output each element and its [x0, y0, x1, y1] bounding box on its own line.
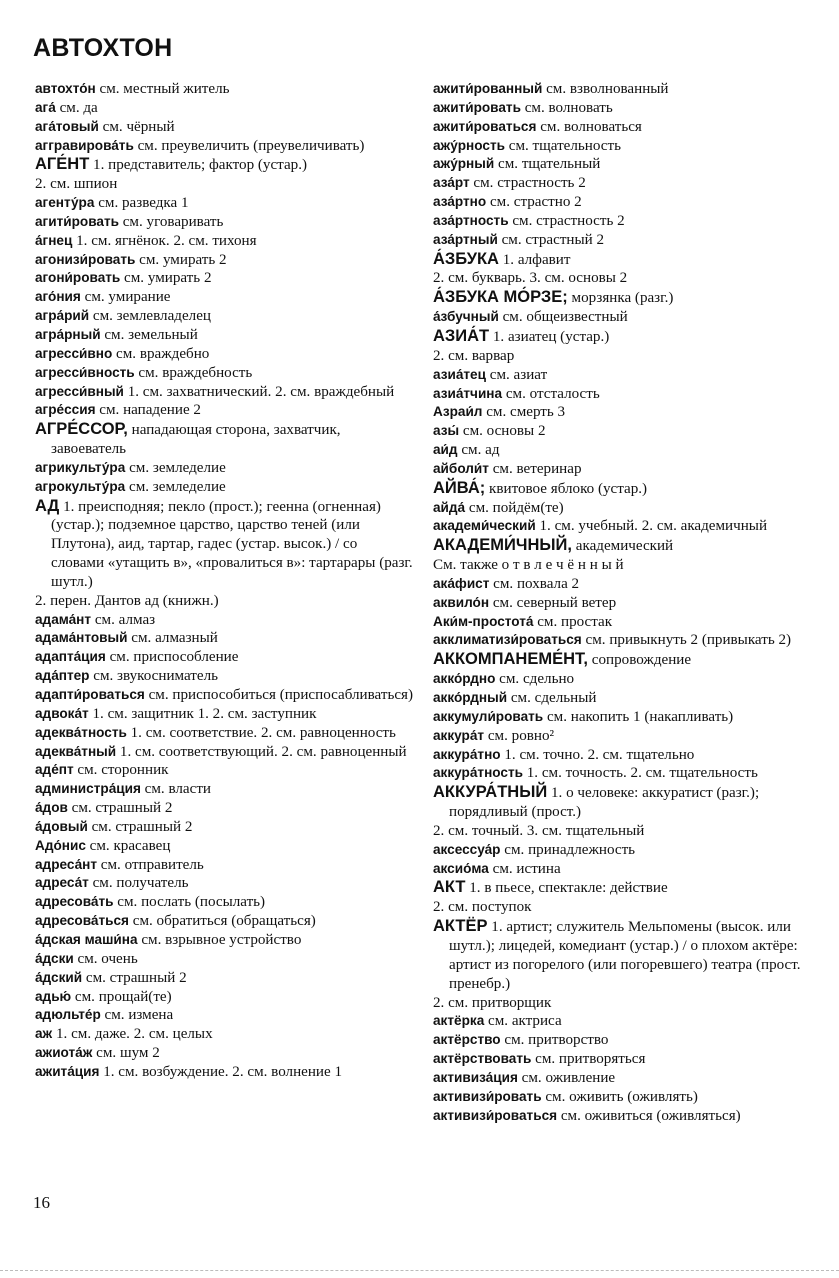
headword: агресси́вно — [35, 345, 113, 361]
entry-definition: см. оживить (оживлять) — [541, 1088, 698, 1105]
entry-definition: см. оживление — [517, 1069, 616, 1086]
entry-definition: см. шум 2 — [92, 1045, 160, 1062]
dictionary-entry — [33, 345, 413, 364]
dictionary-entry — [33, 874, 413, 893]
headword: АКТ — [433, 878, 466, 897]
entry-definition: нападающая сторона, захватчик, завоеватель — [51, 422, 341, 458]
dictionary-entry — [33, 912, 413, 931]
dictionary-entry — [33, 194, 413, 213]
entry-definition: см. звукосниматель — [89, 668, 218, 685]
headword: азиа́тчина — [433, 385, 503, 401]
headword: А́ЗБУКА МО́РЗЕ; — [433, 288, 568, 307]
entry-definition: 1. алфавит — [498, 251, 571, 268]
headword: АКТЁР — [433, 917, 488, 936]
headword: агити́ровать — [35, 213, 119, 229]
dictionary-entry — [33, 383, 413, 402]
dictionary-entry — [33, 780, 413, 799]
dictionary-entry — [431, 556, 811, 575]
headword: АККОМПАНЕМЕ́НТ, — [433, 650, 589, 669]
dictionary-entry — [431, 575, 811, 594]
dictionary-entry — [33, 931, 413, 950]
entry-definition: см. привыкнуть 2 (привыкать 2) — [581, 632, 792, 649]
headword: аккумули́ровать — [433, 708, 544, 724]
headword: аквило́н — [433, 594, 490, 610]
dictionary-entry — [431, 327, 811, 347]
headword: агресси́вность — [35, 364, 135, 380]
headword: аккура́тно — [433, 746, 501, 762]
headword: агресси́вный — [35, 383, 124, 399]
headword: ажу́рный — [433, 156, 495, 172]
entry-definition: 2. перен. Дантов ад (книжн.) — [35, 592, 219, 609]
headword: аде́пт — [35, 762, 74, 778]
dictionary-entry — [33, 459, 413, 478]
entry-definition: см. отправитель — [97, 856, 204, 873]
headword: ажити́ровать — [433, 99, 521, 115]
entry-definition: 1. в пьесе, спектакле: действие — [465, 880, 668, 897]
dictionary-entry — [33, 1006, 413, 1025]
entry-definition: см. приспособление — [105, 649, 239, 666]
entry-definition: см. взволнованный — [542, 81, 669, 97]
entry-definition: см. приспособиться (приспосабливаться) — [144, 687, 414, 703]
entry-definition: см. да — [55, 99, 98, 116]
dictionary-entry — [431, 631, 811, 650]
headword: адресова́ть — [35, 894, 114, 910]
entry-definition: см. земледелие — [125, 459, 226, 476]
headword: аж — [35, 1026, 53, 1042]
headword: АЙВА́; — [433, 478, 486, 497]
dictionary-entry — [33, 175, 413, 194]
entry-definition: 2. см. варвар — [433, 347, 515, 364]
dictionary-entry — [431, 1069, 811, 1088]
entry-definition: см. северный ветер — [489, 594, 617, 611]
dictionary-entry — [33, 1025, 413, 1044]
headword: а́довый — [35, 818, 88, 834]
right-column — [431, 80, 811, 1125]
dictionary-entry — [33, 269, 413, 288]
dictionary-entry — [431, 441, 811, 460]
headword: ажу́рность — [433, 137, 505, 153]
entry-definition: 1. см. ягнёнок. 2. см. тихоня — [72, 232, 257, 249]
entry-definition: 1. см. точно. 2. см. тщательно — [500, 746, 695, 763]
dictionary-entry — [33, 629, 413, 648]
headword: активизи́ровать — [433, 1088, 542, 1104]
entry-definition: см. очень — [73, 950, 138, 967]
entry-definition: см. истина — [488, 860, 561, 877]
entry-definition: см. страстный 2 — [497, 231, 605, 248]
entry-definition: см. страстность 2 — [508, 212, 625, 229]
dictionary-entry — [431, 746, 811, 765]
entry-definition: см. страстность 2 — [469, 175, 586, 192]
dictionary-entry — [33, 326, 413, 345]
headword: аи́д — [433, 442, 458, 458]
left-column — [33, 80, 413, 1082]
entry-definition: см. накопить 1 (накапливать) — [543, 708, 734, 725]
dictionary-entry — [431, 708, 811, 727]
headword: АГРЕ́ССОР, — [35, 420, 128, 439]
dictionary-entry — [431, 917, 811, 993]
bottom-divider — [0, 1270, 839, 1272]
dictionary-entry — [431, 613, 811, 632]
dictionary-entry — [431, 80, 811, 99]
dictionary-entry — [33, 99, 413, 118]
entry-definition: см. нападение 2 — [95, 402, 201, 419]
headword: адеква́тный — [35, 743, 117, 759]
entry-definition: см. похвала 2 — [489, 575, 580, 592]
entry-definition: сопровождение — [588, 652, 692, 669]
entry-definition: см. обратиться (обращаться) — [128, 913, 316, 930]
headword: а́дски — [35, 950, 74, 966]
dictionary-entry — [33, 478, 413, 497]
headword: адапти́роваться — [35, 687, 145, 702]
dictionary-entry — [431, 517, 811, 536]
entry-definition: см. тщательный — [494, 156, 601, 173]
dictionary-entry — [33, 420, 413, 459]
entry-definition: см. чёрный — [98, 118, 175, 135]
dictionary-entry — [431, 174, 811, 193]
dictionary-entry — [33, 611, 413, 630]
entry-definition: см. ветеринар — [488, 460, 582, 477]
dictionary-entry — [431, 898, 811, 917]
dictionary-entry — [33, 988, 413, 1007]
entry-definition: см. основы 2 — [459, 423, 546, 440]
headword: азиа́тец — [433, 366, 486, 382]
dictionary-entry — [431, 841, 811, 860]
dictionary-entry — [33, 667, 413, 686]
entry-definition: см. умирать 2 — [120, 270, 212, 287]
headword: агенту́ра — [35, 195, 95, 211]
headword: агонизи́ровать — [35, 251, 136, 267]
dictionary-entry — [33, 743, 413, 762]
dictionary-entry — [33, 686, 413, 705]
headword: адеква́тность — [35, 724, 127, 740]
entry-definition: 1. см. точность. 2. см. тщательность — [522, 765, 758, 782]
entry-definition: см. страшный 2 — [82, 969, 187, 986]
dictionary-entry — [33, 155, 413, 175]
entry-definition: см. оживиться (оживляться) — [557, 1107, 741, 1124]
entry-definition: см. красавец — [85, 837, 171, 854]
headword: ака́фист — [433, 575, 490, 591]
entry-definition: см. умирать 2 — [135, 251, 227, 268]
entry-definition: 1. см. возбуждение. 2. см. волнение 1 — [99, 1063, 343, 1080]
entry-definition: 1. артист; служитель Мельпомены (высок. или шутл.); лицедей, комедиант (устар.) / о плохом актёре: артист из погорелого (или погоревшего) театра (прост. пренебр.) — [449, 919, 801, 992]
entry-definition: см. взрывное устройство — [137, 931, 302, 948]
headword: администра́ция — [35, 781, 141, 797]
dictionary-entry — [431, 536, 811, 556]
entry-definition: см. притворство — [500, 1032, 609, 1049]
entry-definition: см. враждебность — [134, 364, 253, 381]
headword: адама́нт — [35, 611, 92, 627]
running-head: АВТОХТОН — [33, 34, 173, 62]
headword: адреса́нт — [35, 856, 98, 872]
headword: адама́нтовый — [35, 630, 128, 646]
headword: айда́ — [433, 499, 466, 515]
headword: академи́ческий — [433, 518, 536, 534]
entry-definition: академический — [572, 538, 674, 555]
dictionary-entry — [33, 818, 413, 837]
dictionary-entry — [33, 288, 413, 307]
entry-definition: см. актриса — [484, 1013, 562, 1030]
dictionary-entry — [431, 499, 811, 518]
entry-definition: 1. см. даже. 2. см. целых — [52, 1026, 213, 1043]
entry-definition: 1. см. захватнический. 2. см. враждебный — [123, 383, 395, 400]
entry-definition: см. принадлежность — [500, 841, 636, 858]
entry-definition: 1. см. соответствующий. 2. см. равноценный — [116, 743, 407, 760]
entry-definition: см. простак — [533, 613, 613, 630]
entry-definition: 1. см. учебный. 2. см. академичный — [535, 518, 768, 535]
dictionary-entry — [431, 479, 811, 499]
entry-definition: см. измена — [100, 1007, 174, 1024]
headword: а́збучный — [433, 309, 499, 325]
headword: а́дская маши́на — [35, 931, 138, 947]
entry-definition: см. землевладелец — [89, 308, 211, 325]
dictionary-entry — [431, 1088, 811, 1107]
headword: адвока́т — [35, 705, 89, 721]
dictionary-entry — [431, 118, 811, 137]
headword: аго́ния — [35, 289, 81, 305]
headword: аггравирова́ть — [35, 137, 134, 153]
dictionary-entry — [431, 269, 811, 288]
headword: агрикульту́ра — [35, 459, 126, 475]
headword: а́дский — [35, 969, 83, 985]
entry-definition: см. уговаривать — [118, 213, 224, 230]
headword: аккура́тность — [433, 765, 523, 781]
entry-definition: см. страстно 2 — [486, 194, 582, 211]
entry-definition: квитовое яблоко (устар.) — [485, 480, 648, 497]
entry-definition: см. послать (посылать) — [113, 894, 266, 911]
headword: ажити́роваться — [433, 118, 537, 134]
entry-definition: см. притворяться — [531, 1051, 646, 1068]
dictionary-entry — [33, 307, 413, 326]
dictionary-entry — [431, 250, 811, 270]
headword: адью́ — [35, 988, 72, 1004]
headword: аксессуа́р — [433, 841, 501, 857]
entry-definition: см. сдельно — [495, 671, 575, 688]
dictionary-entry — [33, 705, 413, 724]
headword: аза́ртно — [433, 194, 487, 210]
headword: адапта́ция — [35, 649, 106, 665]
headword: АД — [35, 496, 60, 515]
dictionary-entry — [33, 232, 413, 251]
entry-definition: см. смерть 3 — [482, 404, 566, 421]
headword: автохто́н — [35, 81, 96, 96]
dictionary-entry — [33, 648, 413, 667]
dictionary-entry — [431, 366, 811, 385]
dictionary-entry — [431, 822, 811, 841]
entry-definition: морзянка (разг.) — [567, 290, 674, 307]
headword: ажиота́ж — [35, 1045, 93, 1061]
headword: Адо́нис — [35, 837, 86, 853]
dictionary-entry — [33, 364, 413, 383]
dictionary-entry — [33, 969, 413, 988]
entry-definition: см. получатель — [88, 875, 189, 892]
entry-definition: см. преувеличить (преувеличивать) — [133, 137, 365, 154]
entry-definition: 1. см. соответствие. 2. см. равноценность — [126, 724, 396, 741]
dictionary-entry — [431, 193, 811, 212]
headword: актёрствовать — [433, 1051, 532, 1067]
entry-definition: см. разведка 1 — [94, 195, 189, 212]
dictionary-entry — [431, 1107, 811, 1126]
headword: ага́ — [35, 99, 56, 115]
dictionary-entry — [33, 497, 413, 592]
entry-definition: см. умирание — [80, 289, 171, 306]
headword: актёрка — [433, 1013, 485, 1029]
entry-definition: см. алмазный — [127, 630, 218, 647]
headword: агре́ссия — [35, 402, 96, 418]
dictionary-entry — [431, 1012, 811, 1031]
headword: акко́рдно — [433, 671, 496, 687]
dictionary-entry — [431, 727, 811, 746]
headword: Аки́м-простота́ — [433, 613, 534, 629]
page-number: 16 — [33, 1193, 50, 1212]
entry-definition: см. сдельный — [507, 690, 597, 706]
dictionary-entry — [431, 689, 811, 708]
entry-definition: см. власти — [140, 781, 212, 798]
entry-definition: 2. см. поступок — [433, 899, 532, 916]
headword: айболи́т — [433, 460, 489, 476]
dictionary-entry — [33, 1044, 413, 1063]
entry-definition: см. алмаз — [91, 611, 156, 628]
headword: актёрство — [433, 1032, 501, 1048]
dictionary-entry — [33, 401, 413, 420]
dictionary-entry — [431, 99, 811, 118]
dictionary-entry — [33, 893, 413, 912]
headword: аксио́ма — [433, 860, 489, 876]
dictionary-entry — [33, 761, 413, 780]
dictionary-entry — [33, 137, 413, 156]
entry-definition: см. ад — [457, 442, 500, 459]
headword: АККУРА́ТНЫЙ — [433, 783, 548, 802]
entry-definition: см. сторонник — [73, 762, 169, 779]
entry-definition: см. волновать — [520, 99, 613, 116]
dictionary-entry — [431, 403, 811, 422]
headword: адюльте́р — [35, 1007, 101, 1023]
entry-definition: 1. о человеке: аккуратист (разг.); порядливый (прост.) — [449, 785, 760, 821]
entry-definition: см. волноваться — [536, 118, 642, 135]
entry-definition: см. земельный — [100, 326, 198, 343]
headword: ага́товый — [35, 118, 99, 134]
dictionary-entry — [431, 347, 811, 366]
entry-definition: см. страшный 2 — [67, 800, 173, 817]
headword: адресова́ться — [35, 913, 129, 929]
headword: агра́рий — [35, 308, 90, 324]
dictionary-entry — [431, 231, 811, 250]
dictionary-entry — [431, 994, 811, 1013]
headword: АКАДЕМИ́ЧНЫЙ, — [433, 536, 572, 555]
headword: А́ЗБУКА — [433, 249, 499, 268]
headword: ажита́ция — [35, 1063, 100, 1079]
dictionary-entry — [33, 856, 413, 875]
entry-definition: 2. см. притворщик — [433, 994, 552, 1011]
dictionary-entry — [431, 155, 811, 174]
dictionary-entry — [431, 1031, 811, 1050]
headword: адреса́т — [35, 875, 89, 891]
headword: активиза́ция — [433, 1069, 518, 1085]
dictionary-entry — [33, 724, 413, 743]
headword: АГЕ́НТ — [35, 155, 90, 174]
entry-definition: 2. см. букварь. 3. см. основы 2 — [433, 270, 628, 287]
headword: аза́рт — [433, 175, 470, 191]
dictionary-entry — [33, 118, 413, 137]
entry-definition: см. азиат — [485, 366, 548, 383]
entry-definition: см. общеизвестный — [498, 309, 628, 326]
headword: акко́рдный — [433, 690, 508, 705]
dictionary-entry — [431, 308, 811, 327]
headword: азы́ — [433, 423, 460, 439]
entry-definition: см. тщательность — [504, 137, 621, 154]
dictionary-entry — [431, 764, 811, 783]
headword: АЗИА́Т — [433, 326, 490, 345]
headword: аза́ртный — [433, 231, 498, 247]
entry-definition: 1. азиатец (устар.) — [489, 328, 610, 345]
entry-definition: см. отсталость — [502, 385, 600, 402]
entry-definition: см. местный житель — [95, 81, 230, 97]
dictionary-entry — [431, 670, 811, 689]
dictionary-entry — [33, 213, 413, 232]
entry-definition: 2. см. шпион — [35, 176, 118, 193]
entry-definition: см. страшный 2 — [87, 818, 193, 835]
dictionary-entry — [431, 878, 811, 898]
dictionary-entry — [431, 650, 811, 670]
dictionary-entry — [431, 460, 811, 479]
headword: аккура́т — [433, 727, 485, 743]
dictionary-entry — [431, 212, 811, 231]
entry-definition: 1. представитель; фактор (устар.) — [89, 157, 307, 174]
entry-definition: см. враждебно — [112, 345, 210, 362]
dictionary-entry — [431, 422, 811, 441]
dictionary-entry — [33, 80, 413, 99]
entry-definition: см. земледелие — [125, 478, 226, 495]
entry-definition: см. ровно² — [484, 727, 555, 744]
headword: акклиматизи́роваться — [433, 632, 582, 648]
dictionary-entry — [431, 783, 811, 822]
headword: агрокульту́ра — [35, 478, 126, 494]
dictionary-entry — [33, 251, 413, 270]
headword: ажити́рованный — [433, 81, 543, 96]
dictionary-entry — [33, 592, 413, 611]
headword: агони́ровать — [35, 270, 121, 286]
dictionary-entry — [431, 594, 811, 613]
headword: агра́рный — [35, 326, 101, 342]
dictionary-entry — [431, 860, 811, 879]
dictionary-entry — [431, 385, 811, 404]
dictionary-entry — [33, 799, 413, 818]
dictionary-entry — [33, 837, 413, 856]
entry-definition: см. прощай(те) — [71, 988, 172, 1005]
entry-definition: 1. см. защитник 1. 2. см. заступник — [88, 705, 317, 722]
dictionary-entry — [33, 1063, 413, 1082]
headword: а́дов — [35, 800, 68, 816]
entry-definition: см. пойдём(те) — [465, 499, 564, 516]
headword: активизи́роваться — [433, 1107, 558, 1123]
dictionary-entry — [431, 1050, 811, 1069]
headword: ада́птер — [35, 668, 90, 684]
dictionary-entry — [33, 950, 413, 969]
dictionary-entry — [431, 137, 811, 156]
headword: а́гнец — [35, 232, 73, 248]
headword: Азраи́л — [433, 404, 483, 420]
dictionary-entry — [431, 288, 811, 308]
headword: аза́ртность — [433, 212, 509, 228]
entry-definition: 2. см. точный. 3. см. тщательный — [433, 822, 645, 839]
entry-definition: См. также о т в л е ч ё н н ы й — [433, 557, 624, 574]
entry-definition: 1. преисподняя; пекло (прост.); геенна (огненная) (устар.); подземное царство, царство теней (или Плутона), аид, тартар, гадес (устар. высок.) / со словами «утащить в», «провалиться в»: тартарары (разг. шутл.) — [51, 498, 413, 590]
